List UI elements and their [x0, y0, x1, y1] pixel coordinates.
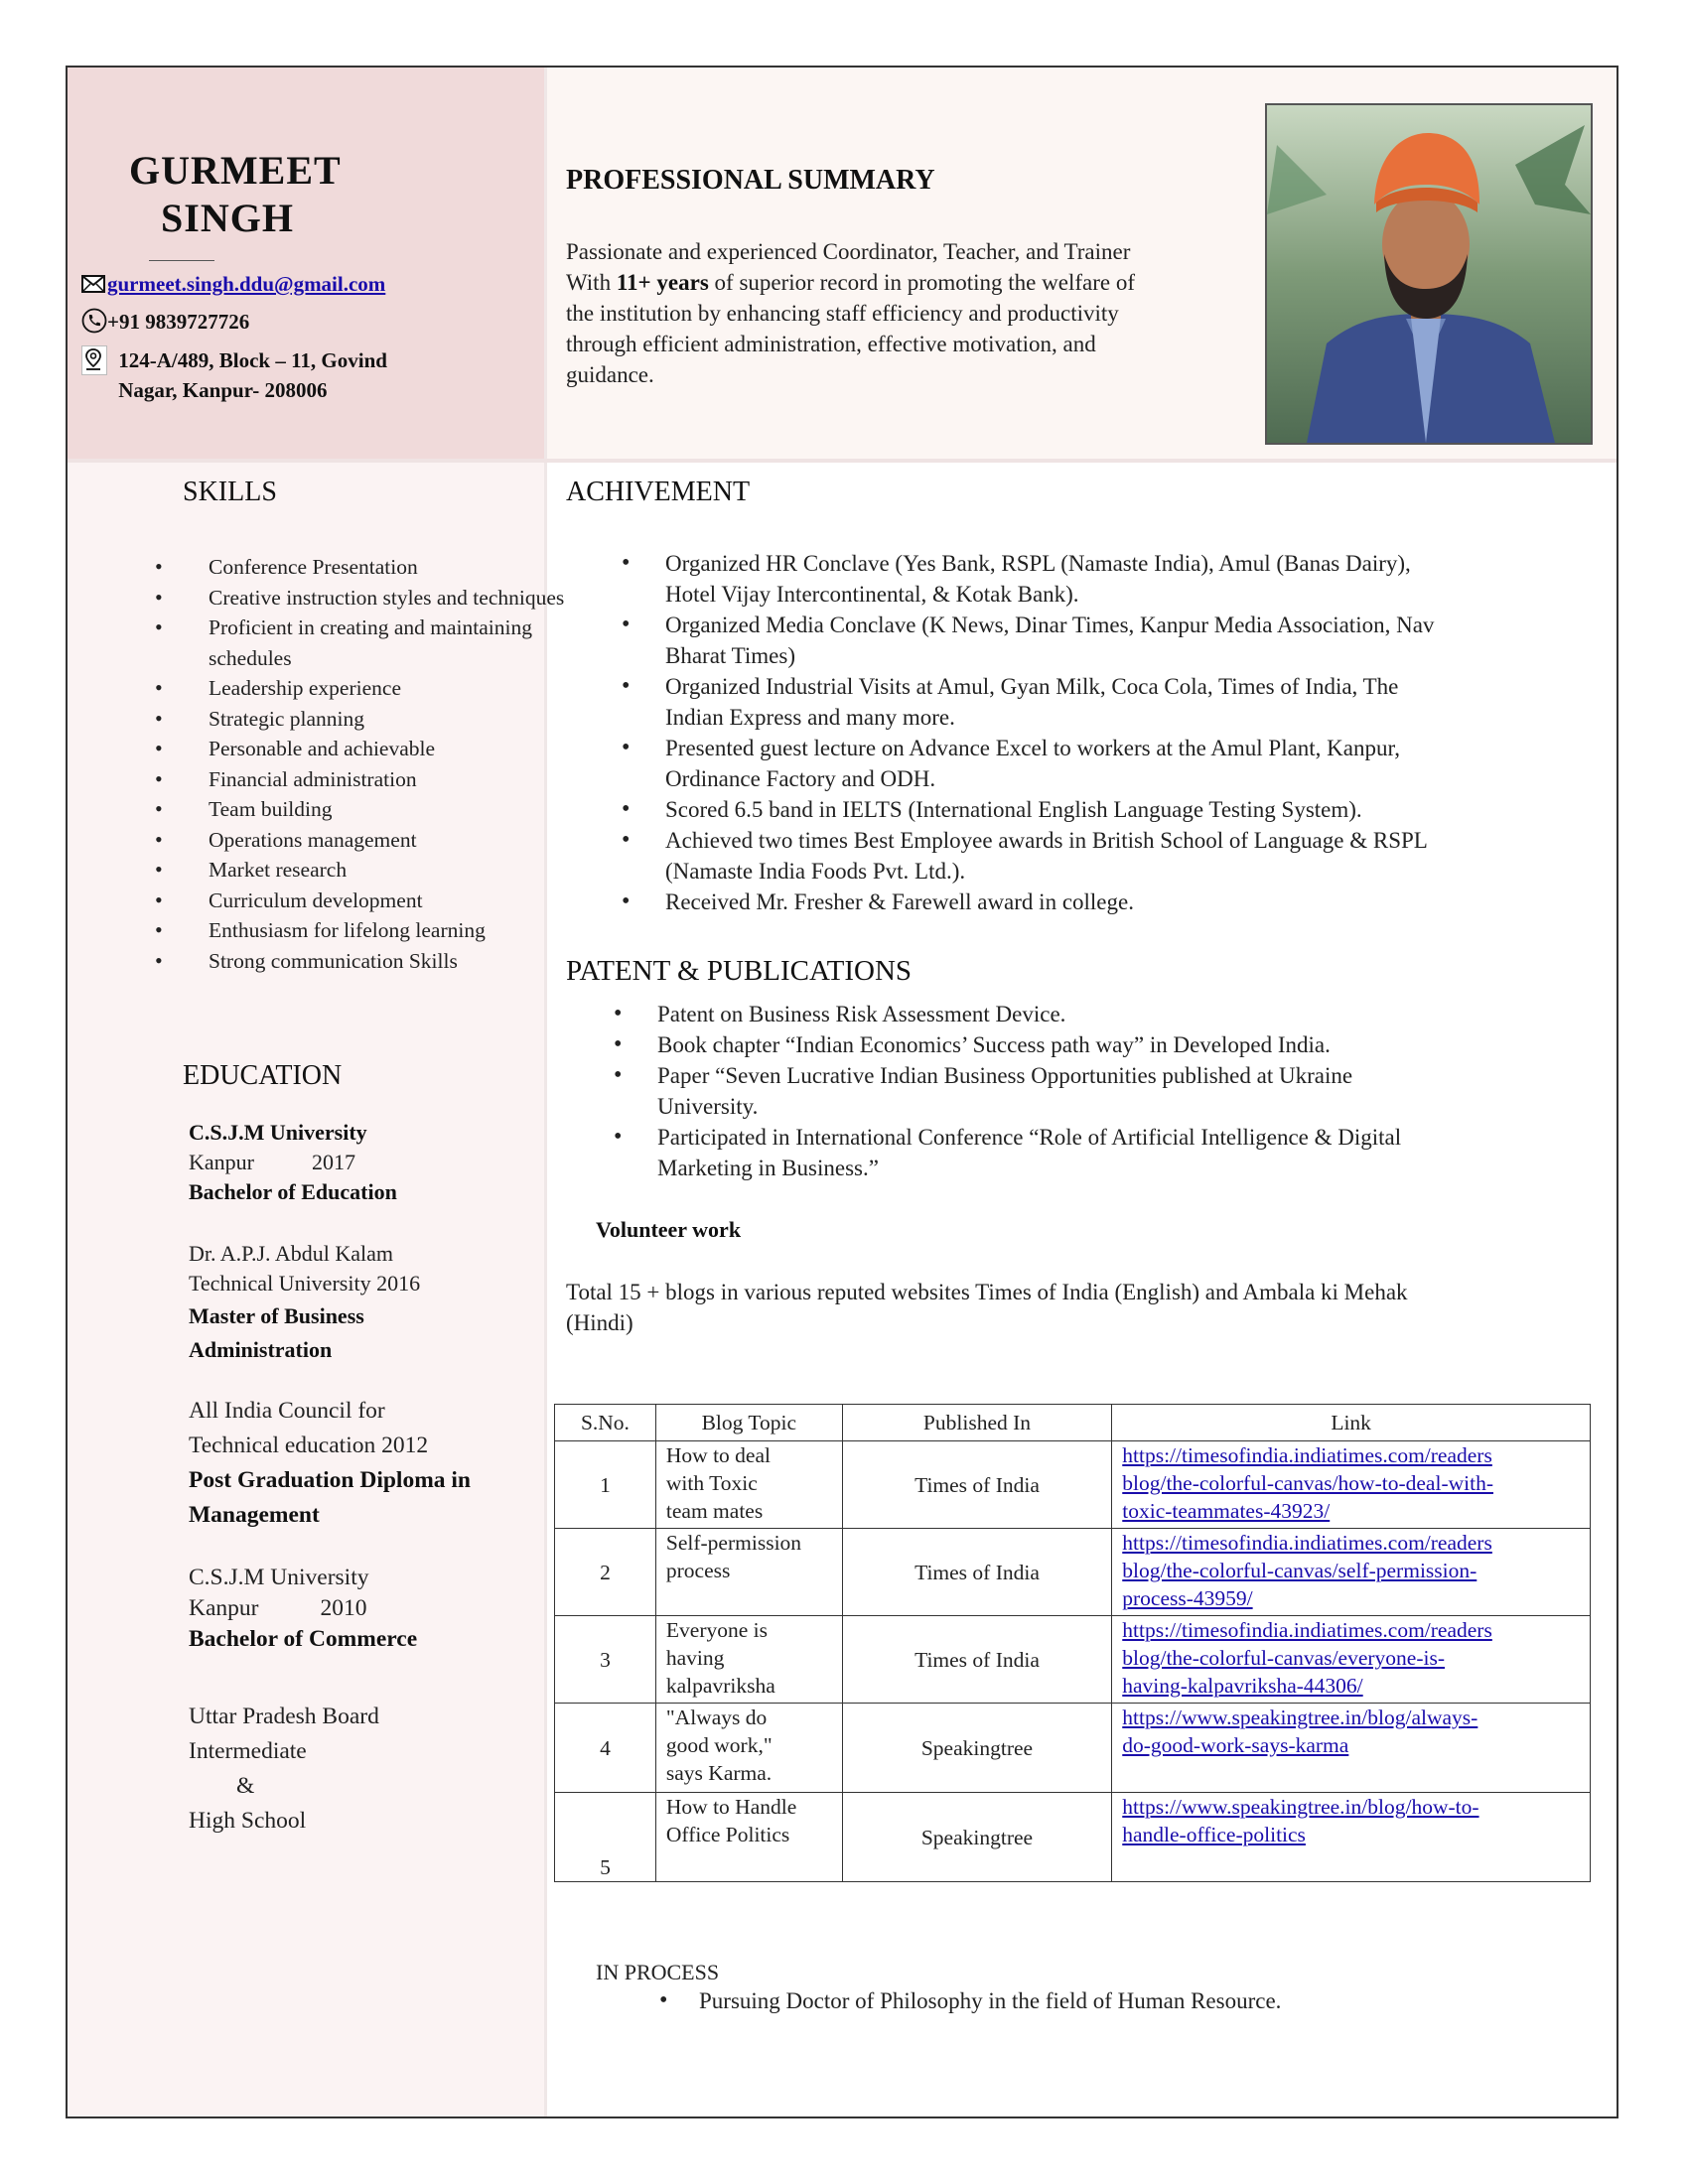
achievement-text: Achieved two times Best Employee awards in British School of Language & RSPL [665, 828, 1428, 853]
summary-text [566, 236, 1261, 390]
topic-line: Everyone is [665, 1618, 768, 1642]
in-process-list [699, 1985, 1281, 2016]
published-in: Times of India [842, 1616, 1112, 1704]
link-line[interactable]: process-43959/ [1122, 1586, 1253, 1610]
summary-heading: PROFESSIONAL SUMMARY [566, 165, 935, 196]
table-row [555, 1616, 1591, 1704]
achievement-text: Organized Media Conclave (K News, Dinar Times, Kanpur Media Association, Nav [665, 613, 1435, 637]
summary-years: 11+ years [616, 270, 709, 295]
summary-line [566, 267, 1261, 298]
education-institution: Dr. A.P.J. Abdul Kalam [189, 1241, 393, 1266]
link-line[interactable]: do-good-work-says-karma [1122, 1733, 1349, 1757]
achievement-text: (Namaste India Foods Pvt. Ltd.). [665, 859, 966, 884]
education-entry [189, 1394, 471, 1533]
topic-line: How to deal [665, 1443, 771, 1467]
blog-link[interactable] [1112, 1616, 1591, 1704]
blog-topic [655, 1441, 842, 1529]
volunteer-text [566, 1277, 1599, 1338]
achievement-item [665, 733, 1618, 794]
profile-photo [1265, 103, 1593, 445]
blog-link[interactable] [1112, 1704, 1591, 1793]
contact-phone [81, 308, 249, 340]
link-line[interactable]: blog/the-colorful-canvas/how-to-deal-with- [1122, 1471, 1493, 1495]
location-pin-icon [81, 345, 107, 375]
column-header: Blog Topic [655, 1405, 842, 1441]
patent-text: Participated in International Conference “Role of Artificial Intelligence & Digital [657, 1125, 1402, 1150]
skill-item: • Operations management [209, 825, 606, 856]
patents-list [657, 999, 1611, 1183]
header-divider [68, 459, 1618, 463]
skill-item: • Financial administration [209, 764, 606, 795]
link-line[interactable]: https://timesofindia.indiatimes.com/readers [1122, 1618, 1492, 1642]
topic-line: good work," [665, 1733, 773, 1757]
skill-item: • Strong communication Skills [209, 946, 606, 977]
achievement-item [665, 887, 1618, 917]
achievement-text: Organized HR Conclave (Yes Bank, RSPL (Namaste India), Amul (Banas Dairy), [665, 551, 1411, 576]
column-divider [544, 68, 547, 2118]
education-entry [189, 1700, 379, 1839]
volunteer-heading: Volunteer work [596, 1217, 742, 1242]
achievement-item [665, 794, 1618, 825]
table-row [555, 1704, 1591, 1793]
topic-line: process [665, 1559, 731, 1582]
phone-number: +91 9839727726 [107, 309, 250, 334]
education-place-year [189, 1148, 397, 1177]
education-place-year [189, 1593, 417, 1624]
link-line[interactable]: https://timesofindia.indiatimes.com/readers [1122, 1531, 1492, 1555]
patent-item [657, 1122, 1611, 1183]
row-number: 4 [555, 1704, 656, 1793]
published-in: Speakingtree [842, 1793, 1112, 1882]
achievement-item [665, 825, 1618, 887]
achievement-item [665, 610, 1618, 671]
skill-item: • Proficient in creating and maintaining schedules [209, 613, 606, 673]
blog-topic [655, 1704, 842, 1793]
volunteer-line: Total 15 + blogs in various reputed websites Times of India (English) and Ambala ki Mehak [566, 1280, 1408, 1304]
education-entry [189, 1239, 420, 1366]
achievement-text: Organized Industrial Visits at Amul, Gyan Milk, Coca Cola, Times of India, The [665, 674, 1399, 699]
published-in: Speakingtree [842, 1704, 1112, 1793]
skill-item: • Team building [209, 794, 606, 825]
row-number: 5 [555, 1793, 656, 1882]
skill-item: • Leadership experience [209, 673, 606, 704]
column-header: S.No. [555, 1405, 656, 1441]
education-degree: Bachelor of Commerce [189, 1626, 418, 1652]
patent-item [657, 1060, 1611, 1122]
skills-list [139, 552, 606, 976]
topic-line: Office Politics [665, 1823, 790, 1846]
envelope-icon [81, 274, 107, 299]
blog-topic [655, 1616, 842, 1704]
summary-line: through efficient administration, effective motivation, and [566, 332, 1096, 356]
address-line-2: Nagar, Kanpur- 208006 [118, 378, 328, 402]
achievement-item [665, 671, 1618, 733]
achievement-text: Hotel Vijay Intercontinental, & Kotak Bank). [665, 582, 1079, 607]
education-line: & [236, 1773, 255, 1799]
education-degree: Management [189, 1502, 320, 1528]
contact-address [81, 345, 387, 405]
volunteer-line: (Hindi) [566, 1310, 633, 1335]
patent-item [657, 999, 1611, 1029]
skills-heading: SKILLS [183, 477, 277, 507]
achievement-text: Ordinance Factory and ODH. [665, 766, 936, 791]
achievement-text: Received Mr. Fresher & Farewell award in college. [665, 889, 1134, 914]
education-place: Kanpur [189, 1595, 259, 1621]
name-first: GURMEET [129, 148, 342, 193]
education-degree: Post Graduation Diploma in [189, 1467, 471, 1493]
patent-text: Patent on Business Risk Assessment Device. [657, 1002, 1066, 1026]
summary-fragment: of superior record in promoting the welfare of [708, 270, 1135, 295]
phone-icon [81, 308, 107, 340]
blog-topic [655, 1793, 842, 1882]
address-line-1: 124-A/489, Block – 11, Govind [118, 348, 387, 372]
skill-item: • Market research [209, 855, 606, 886]
link-line[interactable]: having-kalpavriksha-44306/ [1122, 1674, 1363, 1698]
blog-topic [655, 1529, 842, 1616]
name-divider [149, 260, 214, 261]
column-header: Published In [842, 1405, 1112, 1441]
education-line: Uttar Pradesh Board [189, 1704, 379, 1729]
table-row [555, 1441, 1591, 1529]
link-line[interactable]: blog/the-colorful-canvas/everyone-is- [1122, 1646, 1446, 1670]
in-process-heading: IN PROCESS [596, 1960, 720, 1984]
in-process-item: • Pursuing Doctor of Philosophy in the field of Human Resource. [699, 1985, 1281, 2016]
column-header: Link [1112, 1405, 1591, 1441]
patents-heading: PATENT & PUBLICATIONS [566, 955, 913, 987]
education-line: Intermediate [189, 1738, 307, 1764]
skill-item: • Curriculum development [209, 886, 606, 916]
row-number: 1 [555, 1441, 656, 1529]
published-in: Times of India [842, 1529, 1112, 1616]
achievement-text: Indian Express and many more. [665, 705, 955, 730]
link-line[interactable]: toxic-teammates-43923/ [1122, 1499, 1331, 1523]
summary-line: guidance. [566, 362, 654, 387]
contact-email [81, 272, 385, 299]
link-line[interactable]: blog/the-colorful-canvas/self-permission- [1122, 1559, 1477, 1582]
skill-item: • Creative instruction styles and techniques [209, 583, 606, 614]
name-last: SINGH [161, 196, 294, 240]
resume-page [66, 66, 1618, 2118]
achievement-item [665, 548, 1618, 610]
achievement-text: Bharat Times) [665, 643, 795, 668]
patent-text: Marketing in Business.” [657, 1156, 879, 1180]
topic-line: "Always do [665, 1706, 768, 1729]
skill-item: • Personable and achievable [209, 734, 606, 764]
blog-table [554, 1404, 1591, 1882]
education-entry [189, 1118, 397, 1207]
table-row [555, 1529, 1591, 1616]
achievement-text: Scored 6.5 band in IELTS (International English Language Testing System). [665, 797, 1362, 822]
education-line: High School [189, 1808, 307, 1834]
skill-item: • Enthusiasm for lifelong learning [209, 915, 606, 946]
link-line[interactable]: https://www.speakingtree.in/blog/how-to- [1122, 1795, 1479, 1819]
patent-text: University. [657, 1094, 759, 1119]
summary-line: Passionate and experienced Coordinator, Teacher, and Trainer [566, 239, 1131, 264]
topic-line: with Toxic [665, 1471, 758, 1495]
achievement-text: Presented guest lecture on Advance Excel to workers at the Amul Plant, Kanpur, [665, 736, 1400, 760]
link-line[interactable]: https://www.speakingtree.in/blog/always- [1122, 1706, 1478, 1729]
table-header-row [555, 1405, 1591, 1441]
education-degree: Administration [189, 1337, 333, 1362]
education-institution: C.S.J.M University [189, 1565, 369, 1590]
summary-fragment: With [566, 270, 617, 295]
education-degree: Bachelor of Education [189, 1179, 397, 1204]
row-number: 3 [555, 1616, 656, 1704]
topic-line: Self-permission [665, 1531, 802, 1555]
topic-line: team mates [665, 1499, 764, 1523]
education-entry [189, 1563, 417, 1655]
blog-link[interactable] [1112, 1441, 1591, 1529]
patent-text: Book chapter “Indian Economics’ Success path way” in Developed India. [657, 1032, 1331, 1057]
blog-link[interactable] [1112, 1793, 1591, 1882]
achievement-list [665, 548, 1618, 917]
blog-link[interactable] [1112, 1529, 1591, 1616]
row-number: 2 [555, 1529, 656, 1616]
skill-item: • Strategic planning [209, 704, 606, 735]
topic-line: kalpavriksha [665, 1674, 775, 1698]
patent-item [657, 1029, 1611, 1060]
patent-text: Paper “Seven Lucrative Indian Business Opportunities published at Ukraine [657, 1063, 1353, 1088]
email-link[interactable]: gurmeet.singh.ddu@gmail.com [107, 272, 386, 296]
education-institution: C.S.J.M University [189, 1120, 367, 1145]
topic-line: How to Handle [665, 1795, 797, 1819]
achievement-heading: ACHIVEMENT [566, 477, 751, 507]
education-heading: EDUCATION [183, 1060, 343, 1091]
skill-item: • Conference Presentation [209, 552, 606, 583]
published-in: Times of India [842, 1441, 1112, 1529]
education-institution: All India Council for [189, 1398, 385, 1424]
education-degree: Master of Business [189, 1303, 364, 1328]
table-row [555, 1793, 1591, 1882]
link-line[interactable]: handle-office-politics [1122, 1823, 1306, 1846]
education-institution: Technical University 2016 [189, 1271, 421, 1296]
topic-line: having [665, 1646, 725, 1670]
link-line[interactable]: https://timesofindia.indiatimes.com/readers [1122, 1443, 1492, 1467]
education-institution: Technical education 2012 [189, 1433, 429, 1458]
education-year: 2017 [311, 1150, 355, 1174]
topic-line: says Karma. [665, 1761, 773, 1785]
education-year: 2010 [320, 1595, 367, 1621]
summary-line: the institution by enhancing staff efficiency and productivity [566, 301, 1119, 326]
address-text [118, 345, 387, 405]
education-place: Kanpur [189, 1150, 254, 1174]
